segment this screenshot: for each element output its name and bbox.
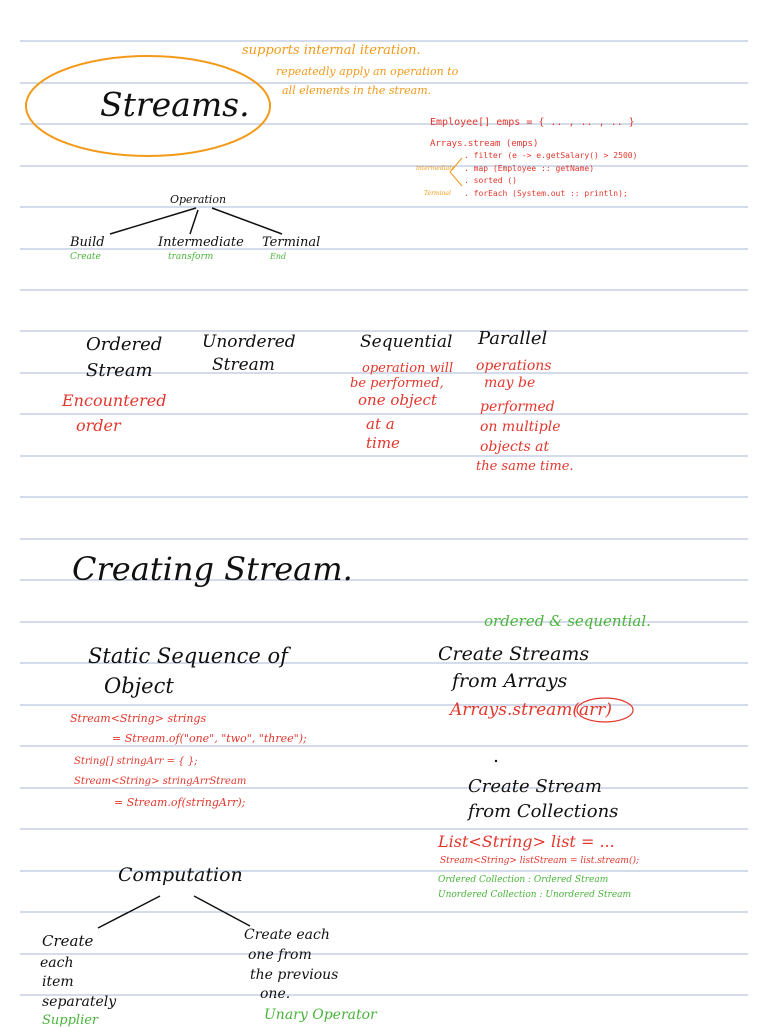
sequential-title: Sequential bbox=[360, 332, 453, 352]
code-top-line-4: . map (Employee :: getName) bbox=[464, 164, 595, 173]
collections-title-1: Create Stream bbox=[468, 776, 602, 797]
static-code-3: String[] stringArr = { }; bbox=[74, 756, 198, 767]
static-title-2: Object bbox=[104, 674, 174, 698]
static-code-1: Stream<String> strings bbox=[70, 712, 207, 725]
parallel-note-3: performed bbox=[480, 399, 555, 415]
computation-left-2: each bbox=[40, 955, 74, 971]
sequential-note-2: be performed, bbox=[350, 376, 444, 391]
header-note-1: supports internal iteration. bbox=[242, 43, 421, 58]
collections-title-2: from Collections bbox=[468, 801, 619, 822]
list-stream-code: Stream<String> listStream = list.stream(); bbox=[440, 856, 640, 866]
parallel-note-2: may be bbox=[484, 375, 536, 391]
sequential-note-1: operation will bbox=[362, 361, 454, 376]
operation-intermediate-sub: transform bbox=[168, 252, 214, 262]
ordered-note-1: Encountered bbox=[62, 391, 167, 410]
arrays-code: Arrays.stream(arr) bbox=[450, 700, 613, 720]
computation-root: Computation bbox=[118, 864, 243, 886]
parallel-note-1: operations bbox=[476, 358, 552, 374]
computation-left-3: item bbox=[42, 974, 74, 990]
code-top-line-6: . forEach (System.out :: println); bbox=[464, 189, 628, 198]
computation-right-1: Create each bbox=[244, 927, 330, 943]
parallel-note-4: on multiple bbox=[480, 419, 561, 435]
terminal-side-label: Terminal bbox=[424, 190, 451, 197]
arrays-title-1: Create Streams bbox=[438, 643, 590, 665]
computation-left-sub: Supplier bbox=[42, 1013, 99, 1028]
computation-right-2: one from bbox=[248, 947, 312, 963]
static-code-5: = Stream.of(stringArr); bbox=[114, 796, 246, 809]
ordered-collection-note: Ordered Collection : Ordered Stream bbox=[438, 875, 609, 885]
code-top-line-2: Arrays.stream (emps) bbox=[430, 139, 539, 149]
ordered-title-2: Stream bbox=[86, 360, 153, 381]
ordered-note-2: order bbox=[76, 416, 121, 435]
operation-build: Build bbox=[70, 235, 105, 250]
ordered-title-1: Ordered bbox=[86, 334, 163, 355]
sequential-note-3: one object bbox=[358, 391, 437, 409]
computation-right-sub: Unary Operator bbox=[264, 1007, 377, 1023]
computation-left-1: Create bbox=[42, 932, 94, 950]
parallel-title: Parallel bbox=[478, 328, 548, 349]
unordered-collection-note: Unordered Collection : Unordered Stream bbox=[438, 890, 632, 900]
intermediate-side-label: intermediate bbox=[416, 165, 456, 172]
parallel-note-6: the same time. bbox=[476, 459, 574, 474]
operation-build-sub: Create bbox=[70, 252, 101, 262]
computation-right-4: one. bbox=[260, 986, 291, 1002]
static-title-1: Static Sequence of bbox=[88, 644, 288, 668]
computation-left-4: separately bbox=[42, 994, 117, 1010]
sequential-note-4: at a bbox=[366, 415, 395, 433]
operation-root: Operation bbox=[170, 193, 227, 206]
parallel-note-5: objects at bbox=[480, 439, 550, 455]
sequential-note-5: time bbox=[366, 434, 400, 452]
unordered-title-1: Unordered bbox=[202, 332, 296, 352]
page-title: Streams. bbox=[100, 85, 250, 124]
static-code-2: = Stream.of("one", "two", "three"); bbox=[112, 732, 307, 745]
arrays-title-2: from Arrays bbox=[452, 670, 568, 692]
operation-terminal: Terminal bbox=[262, 235, 321, 250]
static-code-4: Stream<String> stringArrStream bbox=[74, 776, 247, 787]
creating-title: Creating Stream. bbox=[72, 550, 353, 588]
code-top-line-5: . sorted () bbox=[464, 176, 517, 185]
computation-right-3: the previous bbox=[250, 967, 339, 983]
operation-intermediate: Intermediate bbox=[158, 235, 244, 250]
creating-green-note: ordered & sequential. bbox=[484, 612, 651, 630]
operation-terminal-sub: End bbox=[270, 252, 287, 261]
code-top-line-1: Employee[] emps = { .. , .. , .. } bbox=[430, 117, 635, 128]
list-code: List<String> list = ... bbox=[438, 832, 615, 851]
header-note-3: all elements in the stream. bbox=[282, 84, 432, 97]
unordered-title-2: Stream bbox=[212, 355, 275, 375]
header-note-2: repeatedly apply an operation to bbox=[276, 65, 459, 78]
code-top-line-3: . filter (e -> e.getSalary() > 2500) bbox=[464, 151, 638, 160]
